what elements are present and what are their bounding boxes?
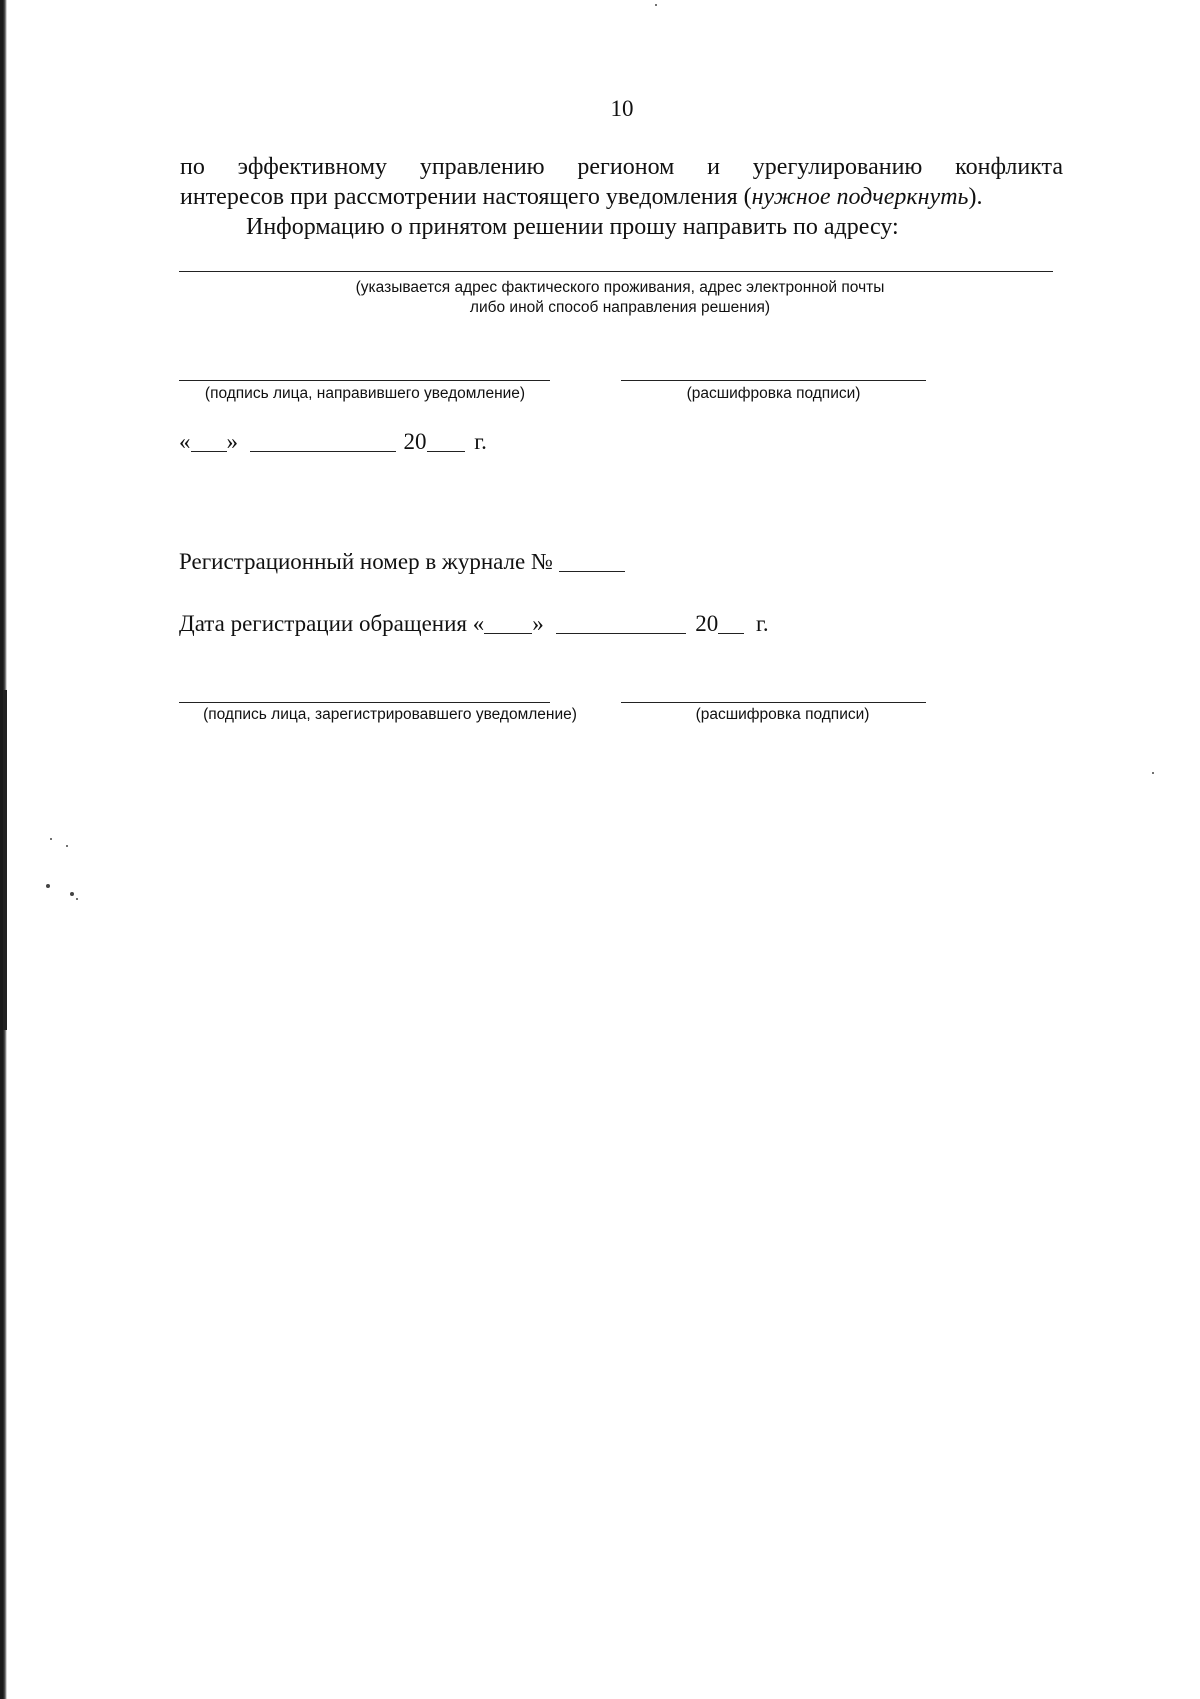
body-line-2-prefix: интересов при рассмотрении настоящего уведомления (	[180, 184, 752, 210]
registration-date-close-quote: »	[532, 611, 544, 636]
body-line-2	[180, 182, 1063, 212]
body-line-2-suffix: ).	[968, 184, 983, 210]
body-line-2-italic: нужное подчеркнуть	[751, 184, 969, 210]
registration-day-blank[interactable]	[484, 610, 532, 634]
date-close-quote: »	[226, 429, 238, 454]
scan-speck	[1152, 772, 1154, 774]
body-line-1: по эффективному управлению регионом и урегулированию конфликта	[180, 154, 1063, 180]
scan-speck	[76, 898, 78, 900]
registration-year-prefix: 20	[695, 611, 719, 636]
date-open-quote: «	[179, 429, 191, 454]
scan-speck	[50, 838, 52, 840]
scan-speck	[66, 845, 68, 847]
registration-number-blank[interactable]	[559, 548, 625, 572]
registrar-signature-line[interactable]	[179, 702, 550, 703]
address-field-line[interactable]	[179, 271, 1053, 272]
date-line	[179, 428, 487, 455]
registration-date-label: Дата регистрации обращения «	[179, 611, 485, 636]
registration-date-line	[179, 610, 769, 637]
address-caption-line-2: либо иной способ направления решения)	[469, 299, 771, 316]
registrar-decode-caption: (расшифровка подписи)	[695, 706, 870, 723]
registration-month-blank[interactable]	[556, 610, 686, 634]
registrar-signature-caption: (подпись лица, зарегистрировавшего уведомление)	[203, 706, 577, 723]
registration-number-line	[179, 548, 625, 575]
sender-decode-line[interactable]	[621, 380, 926, 381]
scan-speck	[655, 4, 657, 6]
scan-speck	[70, 892, 74, 896]
date-year-blank[interactable]	[427, 428, 465, 452]
date-month-blank[interactable]	[250, 428, 396, 452]
registration-number-label: Регистрационный номер в журнале №	[179, 549, 553, 574]
scan-speck	[46, 884, 50, 888]
sender-signature-caption: (подпись лица, направившего уведомление)	[204, 385, 526, 402]
page-number: 10	[610, 96, 634, 121]
body-line-3: Информацию о принятом решении прошу направить по адресу:	[246, 214, 899, 240]
date-year-prefix: 20	[403, 429, 427, 454]
address-caption-line-1: (указывается адрес фактического проживания, адрес электронной почты	[355, 279, 885, 296]
registrar-decode-line[interactable]	[621, 702, 926, 703]
registration-year-blank[interactable]	[718, 610, 744, 634]
sender-decode-caption: (расшифровка подписи)	[686, 385, 861, 402]
date-day-blank[interactable]	[191, 428, 227, 452]
date-year-suffix: г.	[474, 429, 487, 454]
scan-edge-mark	[3, 690, 7, 1030]
address-caption	[300, 278, 940, 318]
sender-signature-line[interactable]	[179, 380, 550, 381]
registration-year-suffix: г.	[756, 611, 769, 636]
